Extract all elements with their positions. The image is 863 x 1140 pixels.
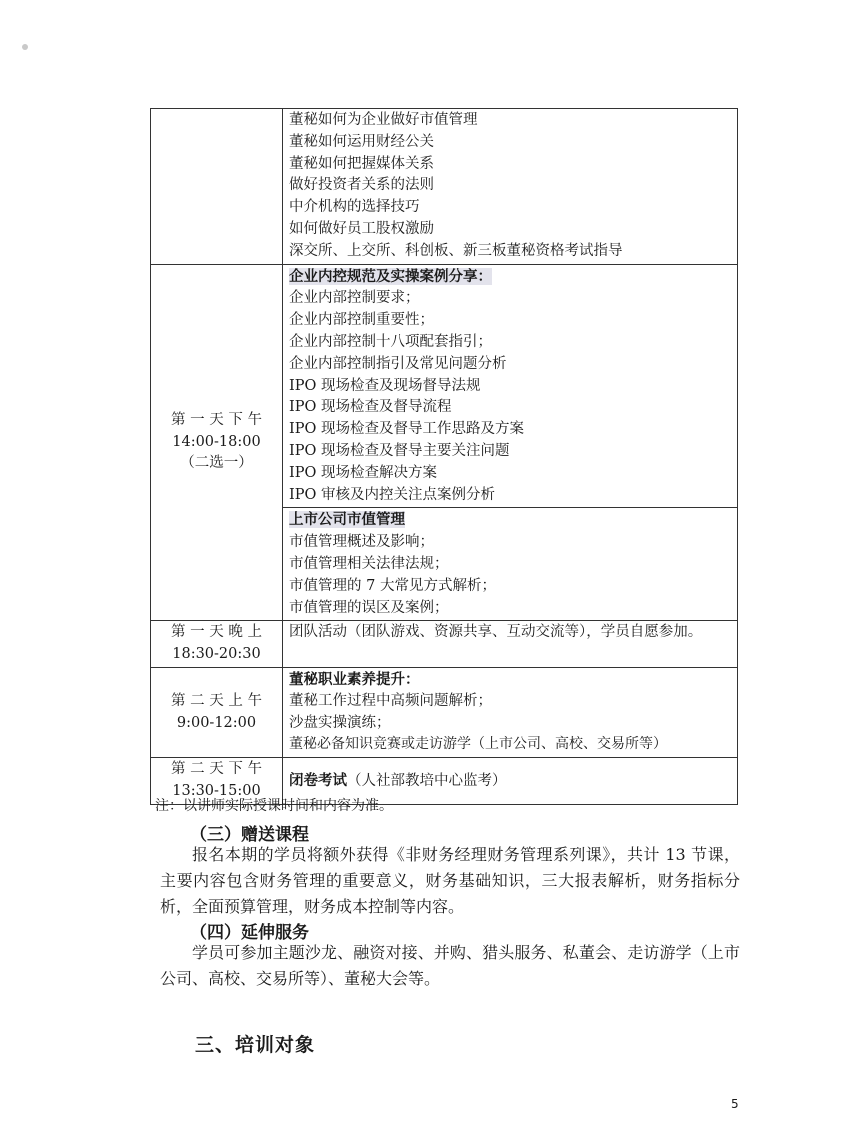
content-cell <box>283 264 738 508</box>
list-item: 董秘如何运用财经公关 <box>289 133 434 150</box>
subsection-heading: （四）延伸服务 <box>190 923 309 943</box>
time-range: 14:00-18:00 <box>172 433 261 450</box>
time-cell <box>151 667 283 757</box>
list-item: 企业内部控制十八项配套指引； <box>289 333 492 350</box>
list-item: 董秘如何把握媒体关系 <box>289 155 434 172</box>
time-range: 13:30-15:00 <box>172 782 261 799</box>
list-item: 市值管理的 7 大常见方式解析； <box>289 577 496 594</box>
table-row <box>151 667 738 757</box>
paragraph: 学员可参加主题沙龙、融资对接、并购、猎头服务、私董会、走访游学（上市公司、高校、交易所等）、董秘大会等。 <box>160 943 740 988</box>
list-item: 董秘工作过程中高频问题解析； <box>289 692 492 709</box>
table-row <box>151 264 738 508</box>
chapter-heading: 三、培训对象 <box>195 1034 316 1056</box>
list-item: IPO 现场检查及督导流程 <box>289 399 452 416</box>
list-item: 企业内部控制指引及常见问题分析 <box>289 355 507 372</box>
content-cell <box>283 508 738 621</box>
time-cell <box>151 264 283 621</box>
list-item: 董秘如何为企业做好市值管理 <box>289 112 478 128</box>
time-label: 第 二 天 上 午 <box>171 692 262 709</box>
subsection-heading: （三）赠送课程 <box>190 825 309 845</box>
paragraph: 报名本期的学员将额外获得《非财务经理财务管理系列课》，共计 13 节课，主要内容包含财务管理的重要意义，财务基础知识，三大报表解析，财务指标分析，全面预算管理，财务成本控制等内容。 <box>160 845 740 916</box>
page-number: 5 <box>731 1097 739 1111</box>
time-cell <box>151 109 283 265</box>
list-item: IPO 审核及内控关注点案例分析 <box>289 486 495 503</box>
time-label: 第 一 天 下 午 <box>171 411 262 428</box>
list-item: IPO 现场检查及督导主要关注问题 <box>289 442 510 459</box>
list-item: 沙盘实操演练； <box>289 714 391 731</box>
time-cell <box>151 621 283 668</box>
section-heading: 企业内控规范及实操案例分享： <box>289 267 492 285</box>
exam-label: 闭卷考试 <box>289 771 347 789</box>
list-item: 中介机构的选择技巧 <box>289 199 420 216</box>
list-item: 企业内部控制要求； <box>289 290 420 307</box>
list-item: 做好投资者关系的法则 <box>289 177 434 194</box>
section-heading: 上市公司市值管理 <box>289 511 405 529</box>
time-note: （二选一） <box>180 455 253 472</box>
table-note: 注：以讲师实际授课时间和内容为准。 <box>155 798 393 814</box>
content-cell: 团队活动（团队游戏、资源共享、互动交流等），学员自愿参加。 <box>283 621 738 668</box>
time-range: 9:00-12:00 <box>176 714 257 731</box>
time-range: 18:30-20:30 <box>172 646 261 663</box>
scan-speck <box>22 44 28 50</box>
section-heading: 董秘职业素养提升： <box>289 670 420 688</box>
list-item: IPO 现场检查及督导工作思路及方案 <box>289 421 524 438</box>
list-item: 市值管理的误区及案例； <box>289 599 449 616</box>
list-item: IPO 现场检查及现场督导法规 <box>289 377 481 394</box>
table-row <box>151 109 738 265</box>
list-item: 市值管理概述及影响； <box>289 534 434 551</box>
time-label: 第 二 天 下 午 <box>171 761 262 778</box>
list-item: 如何做好员工股权激励 <box>289 220 434 237</box>
exam-note: （人社部教培中心监考） <box>347 772 507 789</box>
table-row <box>151 621 738 668</box>
list-item: 企业内部控制重要性； <box>289 312 434 329</box>
list-item: 市值管理相关法律法规； <box>289 555 449 572</box>
content-cell <box>283 667 738 757</box>
list-item: 董秘必备知识竞赛或走访游学（上市公司、高校、交易所等） <box>289 736 667 753</box>
content-cell <box>283 109 738 265</box>
list-item: 深交所、上交所、科创板、新三板董秘资格考试指导 <box>289 242 623 259</box>
schedule-table <box>150 108 738 805</box>
time-label: 第 一 天 晚 上 <box>171 624 262 641</box>
list-item: IPO 现场检查解决方案 <box>289 464 437 481</box>
